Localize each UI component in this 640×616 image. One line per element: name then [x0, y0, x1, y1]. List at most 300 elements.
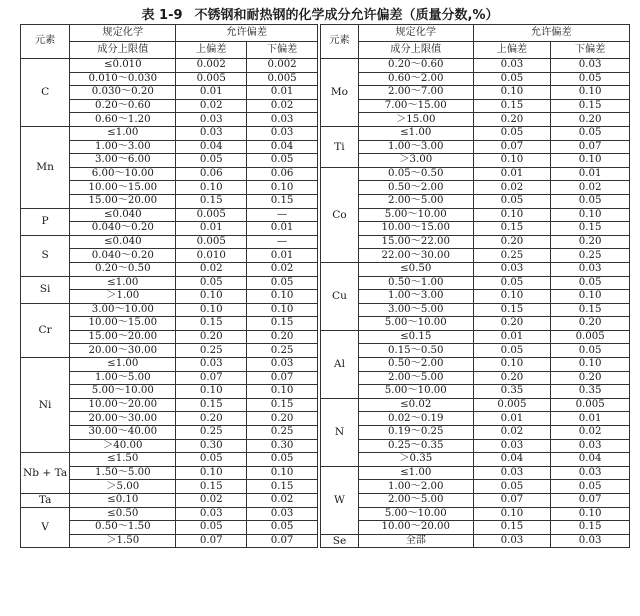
upper-deviation: 0.06: [176, 167, 247, 181]
range-header-line1: 规定化学: [70, 25, 176, 42]
specified-range: 全部: [358, 534, 473, 548]
lower-deviation-header: 下偏差: [247, 42, 318, 59]
lower-deviation: 0.15: [551, 521, 630, 535]
lower-deviation: 0.07: [551, 140, 630, 154]
lower-deviation: 0.10: [247, 385, 318, 399]
specified-range: 1.00～3.00: [358, 140, 473, 154]
specified-range: 10.00～20.00: [70, 398, 176, 412]
element-symbol: Ni: [21, 358, 70, 453]
lower-deviation: 0.05: [551, 126, 630, 140]
specified-range: 5.00～10.00: [358, 317, 473, 331]
table-row: [321, 140, 630, 154]
upper-deviation: 0.15: [176, 194, 247, 208]
element-symbol: Mo: [321, 59, 359, 127]
lower-deviation: —: [247, 235, 318, 249]
lower-deviation: 0.05: [247, 276, 318, 290]
table-row: [321, 249, 630, 263]
upper-deviation: 0.15: [176, 317, 247, 331]
element-symbol: N: [321, 398, 359, 466]
specified-range: 1.00～3.00: [358, 290, 473, 304]
lower-deviation: 0.05: [247, 521, 318, 535]
element-symbol: Mn: [21, 126, 70, 208]
specified-range: 2.00～5.00: [358, 494, 473, 508]
upper-deviation: 0.005: [176, 235, 247, 249]
upper-deviation: 0.07: [176, 534, 247, 548]
upper-deviation: 0.10: [473, 154, 551, 168]
specified-range: ≤1.00: [70, 358, 176, 372]
upper-deviation: 0.02: [176, 262, 247, 276]
upper-deviation: 0.05: [473, 344, 551, 358]
specified-range: ≤1.00: [70, 276, 176, 290]
lower-deviation: 0.04: [247, 140, 318, 154]
table-row: [21, 358, 318, 372]
lower-deviation: 0.25: [551, 249, 630, 263]
specified-range: 1.00～3.00: [70, 140, 176, 154]
specified-range: 1.00～5.00: [70, 371, 176, 385]
table-row: [321, 521, 630, 535]
table-row: [321, 222, 630, 236]
table-row: [321, 276, 630, 290]
specified-range: 5.00～10.00: [70, 385, 176, 399]
element-symbol: Ti: [321, 126, 359, 167]
upper-deviation: 0.02: [473, 181, 551, 195]
specified-range: 0.60～1.20: [70, 113, 176, 127]
specified-range: 15.00～20.00: [70, 330, 176, 344]
element-symbol: Se: [321, 534, 359, 548]
specified-range: ≤1.00: [358, 466, 473, 480]
upper-deviation: 0.01: [473, 412, 551, 426]
element-symbol: Si: [21, 276, 70, 303]
lower-deviation: 0.20: [551, 317, 630, 331]
upper-deviation: 0.02: [473, 426, 551, 440]
lower-deviation: 0.20: [551, 235, 630, 249]
table-row: [321, 412, 630, 426]
lower-deviation: 0.15: [247, 194, 318, 208]
upper-deviation: 0.10: [176, 303, 247, 317]
specified-range: 0.20～0.50: [70, 262, 176, 276]
specified-range: 0.030～0.20: [70, 86, 176, 100]
specified-range: 3.00～10.00: [70, 303, 176, 317]
lower-deviation: 0.15: [551, 222, 630, 236]
table-row: [321, 86, 630, 100]
table-row: [321, 358, 630, 372]
table-row: [21, 126, 318, 140]
upper-deviation-header: 上偏差: [176, 42, 247, 59]
upper-deviation: 0.10: [473, 86, 551, 100]
upper-deviation: 0.04: [176, 140, 247, 154]
specified-range: ≤0.10: [70, 494, 176, 508]
table-row: [321, 439, 630, 453]
specified-range: 0.20～0.60: [70, 99, 176, 113]
lower-deviation: 0.03: [247, 126, 318, 140]
specified-range: ＞3.00: [358, 154, 473, 168]
upper-deviation: 0.15: [176, 398, 247, 412]
lower-deviation: 0.005: [551, 398, 630, 412]
lower-deviation-header: 下偏差: [551, 42, 630, 59]
lower-deviation: 0.03: [551, 466, 630, 480]
specified-range: 3.00～5.00: [358, 303, 473, 317]
upper-deviation: 0.005: [473, 398, 551, 412]
upper-deviation: 0.20: [473, 371, 551, 385]
lower-deviation: 0.05: [551, 194, 630, 208]
specified-range: 1.50～5.00: [70, 466, 176, 480]
upper-deviation: 0.05: [176, 521, 247, 535]
specified-range: 0.19～0.25: [358, 426, 473, 440]
specified-range: 0.15～0.50: [358, 344, 473, 358]
specified-range: ＞40.00: [70, 439, 176, 453]
table-row: [321, 385, 630, 399]
specified-range: ≤0.02: [358, 398, 473, 412]
upper-deviation: 0.05: [176, 276, 247, 290]
tolerance-table-left: [20, 24, 318, 548]
table-row: [321, 262, 630, 276]
lower-deviation: 0.02: [551, 181, 630, 195]
upper-deviation: 0.03: [473, 439, 551, 453]
lower-deviation: 0.005: [551, 330, 630, 344]
lower-deviation: 0.10: [247, 303, 318, 317]
table-row: [321, 398, 630, 412]
lower-deviation: 0.03: [247, 358, 318, 372]
specified-range: ≤0.50: [358, 262, 473, 276]
lower-deviation: 0.20: [247, 330, 318, 344]
element-symbol: Nb + Ta: [21, 453, 70, 494]
allowance-header: 允许偏差: [176, 25, 318, 42]
upper-deviation: 0.10: [176, 466, 247, 480]
specified-range: 0.50～1.00: [358, 276, 473, 290]
lower-deviation: 0.03: [247, 507, 318, 521]
specified-range: 30.00～40.00: [70, 426, 176, 440]
lower-deviation: 0.10: [247, 181, 318, 195]
element-symbol: P: [21, 208, 70, 235]
table-row: [321, 194, 630, 208]
table-row: [21, 208, 318, 222]
specified-range: 10.00～15.00: [70, 317, 176, 331]
specified-range: 0.05～0.50: [358, 167, 473, 181]
lower-deviation: 0.10: [551, 154, 630, 168]
specified-range: 20.00～30.00: [70, 412, 176, 426]
upper-deviation: 0.10: [473, 507, 551, 521]
lower-deviation: 0.04: [551, 453, 630, 467]
lower-deviation: 0.30: [247, 439, 318, 453]
upper-deviation: 0.03: [176, 126, 247, 140]
specified-range: ≤0.50: [70, 507, 176, 521]
left-table-body: [21, 59, 318, 548]
lower-deviation: 0.01: [551, 412, 630, 426]
table-row: [321, 126, 630, 140]
lower-deviation: 0.002: [247, 59, 318, 73]
specified-range: ＞0.35: [358, 453, 473, 467]
lower-deviation: 0.01: [247, 222, 318, 236]
table-row: [321, 208, 630, 222]
upper-deviation: 0.01: [473, 330, 551, 344]
specified-range: ≤1.50: [70, 453, 176, 467]
element-symbol: C: [21, 59, 70, 127]
lower-deviation: 0.20: [551, 113, 630, 127]
upper-deviation: 0.03: [176, 507, 247, 521]
upper-deviation: 0.25: [176, 344, 247, 358]
specified-range: ≤1.00: [70, 126, 176, 140]
lower-deviation: 0.25: [247, 426, 318, 440]
specified-range: 1.00～2.00: [358, 480, 473, 494]
right-table-half: [320, 24, 630, 548]
element-symbol: V: [21, 507, 70, 548]
upper-deviation: 0.005: [176, 72, 247, 86]
table-row: [321, 344, 630, 358]
lower-deviation: 0.06: [247, 167, 318, 181]
upper-deviation: 0.05: [473, 72, 551, 86]
table-row: [21, 235, 318, 249]
specified-range: 0.20～0.60: [358, 59, 473, 73]
left-table-half: [20, 24, 318, 548]
specified-range: 0.040～0.20: [70, 249, 176, 263]
range-header-line2: 成分上限值: [358, 42, 473, 59]
table-row: [321, 290, 630, 304]
element-symbol: Ta: [21, 494, 70, 508]
upper-deviation: 0.25: [473, 249, 551, 263]
lower-deviation: 0.01: [551, 167, 630, 181]
lower-deviation: 0.07: [247, 371, 318, 385]
upper-deviation: 0.03: [473, 59, 551, 73]
specified-range: ≤0.040: [70, 235, 176, 249]
lower-deviation: 0.03: [247, 113, 318, 127]
table-row: [321, 59, 630, 73]
upper-deviation: 0.05: [473, 276, 551, 290]
lower-deviation: 0.20: [247, 412, 318, 426]
upper-deviation: 0.15: [473, 303, 551, 317]
lower-deviation: 0.15: [247, 317, 318, 331]
lower-deviation: 0.10: [551, 208, 630, 222]
lower-deviation: 0.05: [551, 344, 630, 358]
table-row: [321, 426, 630, 440]
table-row: [21, 276, 318, 290]
specified-range: 0.010～0.030: [70, 72, 176, 86]
upper-deviation: 0.05: [473, 126, 551, 140]
table-row: [321, 534, 630, 548]
lower-deviation: 0.02: [247, 262, 318, 276]
lower-deviation: 0.03: [551, 439, 630, 453]
upper-deviation: 0.03: [176, 113, 247, 127]
specified-range: 15.00～22.00: [358, 235, 473, 249]
upper-deviation: 0.02: [176, 494, 247, 508]
specified-range: ＞1.50: [70, 534, 176, 548]
upper-deviation: 0.10: [176, 290, 247, 304]
table-row: [321, 453, 630, 467]
upper-deviation: 0.07: [473, 494, 551, 508]
range-header-line1: 规定化学: [358, 25, 473, 42]
specified-range: 3.00～6.00: [70, 154, 176, 168]
lower-deviation: 0.02: [247, 494, 318, 508]
upper-deviation: 0.002: [176, 59, 247, 73]
specified-range: 5.00～10.00: [358, 507, 473, 521]
right-table-body: [321, 59, 630, 548]
lower-deviation: 0.05: [247, 453, 318, 467]
upper-deviation: 0.30: [176, 439, 247, 453]
lower-deviation: 0.10: [551, 507, 630, 521]
lower-deviation: 0.03: [551, 59, 630, 73]
upper-deviation: 0.10: [473, 208, 551, 222]
upper-deviation: 0.02: [176, 99, 247, 113]
table-row: [321, 317, 630, 331]
lower-deviation: 0.10: [551, 86, 630, 100]
tolerance-table-right: [320, 24, 630, 548]
upper-deviation: 0.35: [473, 385, 551, 399]
lower-deviation: 0.15: [551, 303, 630, 317]
upper-deviation: 0.20: [176, 412, 247, 426]
specified-range: 0.50～2.00: [358, 181, 473, 195]
table-title: 不锈钢和耐热钢的化学成分允许偏差（质量分数,%）: [194, 8, 499, 23]
specified-range: 6.00～10.00: [70, 167, 176, 181]
specified-range: ＞1.00: [70, 290, 176, 304]
element-symbol: W: [321, 466, 359, 534]
upper-deviation: 0.25: [176, 426, 247, 440]
table-row: [321, 154, 630, 168]
upper-deviation: 0.20: [473, 113, 551, 127]
table-row: [321, 235, 630, 249]
table-row: [321, 167, 630, 181]
specified-range: 2.00～5.00: [358, 371, 473, 385]
specified-range: 10.00～15.00: [70, 181, 176, 195]
range-header-line2: 成分上限值: [70, 42, 176, 59]
lower-deviation: 0.01: [247, 249, 318, 263]
lower-deviation: 0.15: [551, 99, 630, 113]
upper-deviation: 0.07: [473, 140, 551, 154]
specified-range: ≤1.00: [358, 126, 473, 140]
table-row: [321, 507, 630, 521]
specified-range: 22.00～30.00: [358, 249, 473, 263]
element-symbol: Cu: [321, 262, 359, 330]
lower-deviation: 0.10: [551, 358, 630, 372]
specified-range: 10.00～20.00: [358, 521, 473, 535]
lower-deviation: 0.03: [551, 262, 630, 276]
upper-deviation: 0.05: [473, 480, 551, 494]
table-row: [21, 453, 318, 467]
upper-deviation: 0.010: [176, 249, 247, 263]
lower-deviation: 0.05: [551, 480, 630, 494]
lower-deviation: 0.25: [247, 344, 318, 358]
element-symbol: Cr: [21, 303, 70, 357]
lower-deviation: 0.05: [551, 276, 630, 290]
lower-deviation: 0.05: [247, 154, 318, 168]
lower-deviation: 0.20: [551, 371, 630, 385]
upper-deviation: 0.10: [473, 290, 551, 304]
table-caption: [0, 4, 640, 23]
upper-deviation: 0.05: [473, 194, 551, 208]
table-row: [321, 99, 630, 113]
lower-deviation: 0.07: [551, 494, 630, 508]
lower-deviation: 0.35: [551, 385, 630, 399]
table-row: [321, 181, 630, 195]
upper-deviation: 0.15: [176, 480, 247, 494]
specified-range: ≤0.15: [358, 330, 473, 344]
specified-range: 20.00～30.00: [70, 344, 176, 358]
table-row: [21, 59, 318, 73]
upper-deviation: 0.20: [176, 330, 247, 344]
upper-deviation: 0.10: [176, 385, 247, 399]
upper-deviation: 0.03: [176, 358, 247, 372]
table-row: [321, 113, 630, 127]
upper-deviation: 0.03: [473, 466, 551, 480]
element-symbol: Al: [321, 330, 359, 398]
table-row: [21, 507, 318, 521]
upper-deviation: 0.03: [473, 534, 551, 548]
table-row: [21, 303, 318, 317]
lower-deviation: 0.07: [247, 534, 318, 548]
specified-range: 7.00～15.00: [358, 99, 473, 113]
element-symbol: S: [21, 235, 70, 276]
upper-deviation-header: 上偏差: [473, 42, 551, 59]
lower-deviation: 0.10: [247, 290, 318, 304]
specified-range: 5.00～10.00: [358, 208, 473, 222]
upper-deviation: 0.20: [473, 235, 551, 249]
table-row: [321, 371, 630, 385]
lower-deviation: 0.01: [247, 86, 318, 100]
upper-deviation: 0.10: [176, 181, 247, 195]
specified-range: 2.00～5.00: [358, 194, 473, 208]
specified-range: 0.50～1.50: [70, 521, 176, 535]
table-row: [321, 72, 630, 86]
specified-range: 0.25～0.35: [358, 439, 473, 453]
specified-range: ≤0.040: [70, 208, 176, 222]
table-row: [321, 303, 630, 317]
lower-deviation: 0.02: [247, 99, 318, 113]
element-symbol: Co: [321, 167, 359, 262]
upper-deviation: 0.07: [176, 371, 247, 385]
lower-deviation: —: [247, 208, 318, 222]
specified-range: 0.02～0.19: [358, 412, 473, 426]
specified-range: 5.00～10.00: [358, 385, 473, 399]
upper-deviation: 0.01: [176, 86, 247, 100]
specified-range: ＞15.00: [358, 113, 473, 127]
upper-deviation: 0.05: [176, 453, 247, 467]
table-row: [321, 330, 630, 344]
table-row: [321, 480, 630, 494]
table-number: 表 1-9: [141, 8, 183, 23]
upper-deviation: 0.15: [473, 521, 551, 535]
specified-range: 2.00～7.00: [358, 86, 473, 100]
upper-deviation: 0.05: [176, 154, 247, 168]
upper-deviation: 0.005: [176, 208, 247, 222]
specified-range: 0.60～2.00: [358, 72, 473, 86]
lower-deviation: 0.15: [247, 480, 318, 494]
table-row: [21, 494, 318, 508]
lower-deviation: 0.10: [551, 290, 630, 304]
specified-range: ＞5.00: [70, 480, 176, 494]
allowance-header: 允许偏差: [473, 25, 629, 42]
specified-range: 10.00～15.00: [358, 222, 473, 236]
specified-range: ≤0.010: [70, 59, 176, 73]
lower-deviation: 0.03: [551, 534, 630, 548]
upper-deviation: 0.01: [473, 167, 551, 181]
element-header: 元素: [21, 25, 70, 59]
specified-range: 0.040～0.20: [70, 222, 176, 236]
table-row: [321, 466, 630, 480]
table-row: [321, 494, 630, 508]
lower-deviation: 0.10: [247, 466, 318, 480]
lower-deviation: 0.02: [551, 426, 630, 440]
specified-range: 15.00～20.00: [70, 194, 176, 208]
element-header: 元素: [321, 25, 359, 59]
upper-deviation: 0.04: [473, 453, 551, 467]
lower-deviation: 0.15: [247, 398, 318, 412]
upper-deviation: 0.01: [176, 222, 247, 236]
lower-deviation: 0.05: [551, 72, 630, 86]
upper-deviation: 0.03: [473, 262, 551, 276]
upper-deviation: 0.20: [473, 317, 551, 331]
specified-range: 0.50～2.00: [358, 358, 473, 372]
upper-deviation: 0.15: [473, 99, 551, 113]
upper-deviation: 0.15: [473, 222, 551, 236]
lower-deviation: 0.005: [247, 72, 318, 86]
